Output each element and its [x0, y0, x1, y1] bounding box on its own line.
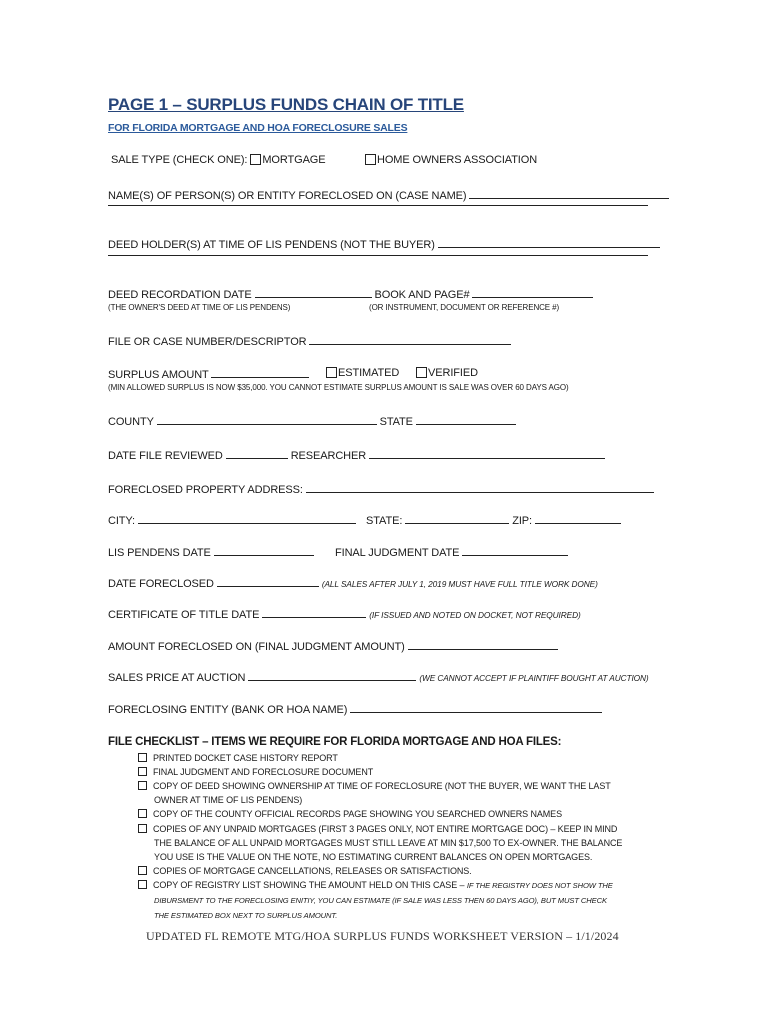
estimated-checkbox[interactable]: [326, 367, 337, 378]
county-label: COUNTY: [108, 416, 154, 428]
county-field[interactable]: [157, 414, 377, 425]
checklist-item: [138, 807, 663, 821]
property-address-row: [108, 482, 654, 496]
mortgage-option-label: MORTGAGE: [262, 154, 326, 166]
certificate-title-field[interactable]: [262, 607, 366, 618]
certificate-title-row: [108, 607, 581, 621]
hoa-option: [365, 154, 537, 166]
file-case-row: [108, 334, 511, 348]
verified-label: VERIFIED: [428, 367, 478, 379]
date-reviewed-row: [108, 448, 605, 462]
property-address-label: FORECLOSED PROPERTY ADDRESS:: [108, 484, 303, 496]
final-judgment-row: [335, 545, 568, 559]
checklist-item: [138, 751, 663, 765]
amount-foreclosed-row: [108, 639, 558, 653]
surplus-label: SURPLUS AMOUNT: [108, 369, 209, 381]
checklist-checkbox[interactable]: [138, 809, 147, 818]
deed-recordation-label: DEED RECORDATION DATE: [108, 289, 252, 301]
names-foreclosed-label: NAME(S) OF PERSON(S) OR ENTITY FORECLOSED ON (CASE NAME): [108, 190, 467, 202]
checklist-item-note: THE ESTIMATED BOX NEXT TO SURPLUS AMOUNT.: [154, 911, 338, 920]
zip-label: ZIP:: [512, 515, 532, 527]
state2-label: STATE:: [366, 515, 403, 527]
date-reviewed-label: DATE FILE REVIEWED: [108, 450, 223, 462]
zip-field[interactable]: [535, 513, 621, 524]
deed-recordation-sublabel: (THE OWNER'S DEED AT TIME OF LIS PENDENS): [108, 303, 291, 312]
sales-price-note: (WE CANNOT ACCEPT IF PLAINTIFF BOUGHT AT AUCTION): [419, 673, 649, 683]
amount-foreclosed-field[interactable]: [408, 639, 558, 650]
sale-type-row: [111, 154, 326, 166]
surplus-row: [108, 367, 309, 381]
footer-version: UPDATED FL REMOTE MTG/HOA SURPLUS FUNDS WORKSHEET VERSION – 1/1/2024: [146, 929, 619, 943]
final-judgment-field[interactable]: [462, 545, 568, 556]
verified-checkbox[interactable]: [416, 367, 427, 378]
checklist-item-text: COPY OF THE COUNTY OFFICIAL RECORDS PAGE SHOWING YOU SEARCHED OWNERS NAMES: [153, 809, 562, 819]
checklist-item-text: COPY OF DEED SHOWING OWNERSHIP AT TIME OF FORECLOSURE (NOT THE BUYER, WE WANT THE LAST: [153, 781, 611, 791]
amount-foreclosed-label: AMOUNT FORECLOSED ON (FINAL JUDGMENT AMOUNT): [108, 641, 405, 653]
estimated-option: [326, 367, 399, 379]
deed-holders-field-line2[interactable]: [108, 255, 648, 256]
state2-row: [366, 513, 621, 527]
checklist-checkbox[interactable]: [138, 753, 147, 762]
date-foreclosed-field[interactable]: [217, 576, 319, 587]
surplus-field[interactable]: [211, 367, 309, 378]
checklist-item-text: YOU USE IS THE VALUE ON THE NOTE, NO ESTIMATING CURRENT BALANCES ON OPEN MORTGAGES.: [154, 852, 593, 862]
checklist-item: [138, 878, 663, 923]
state2-field[interactable]: [405, 513, 509, 524]
certificate-title-note: (IF ISSUED AND NOTED ON DOCKET, NOT REQUIRED): [369, 610, 581, 620]
sale-type-label: SALE TYPE (CHECK ONE):: [111, 154, 248, 166]
page-subtitle: FOR FLORIDA MORTGAGE AND HOA FORECLOSURE SALES: [108, 122, 408, 134]
city-label: CITY:: [108, 515, 136, 527]
lis-pendens-row: [108, 545, 314, 559]
date-foreclosed-note: (ALL SALES AFTER JULY 1, 2019 MUST HAVE FULL TITLE WORK DONE): [321, 579, 598, 589]
file-case-label: FILE OR CASE NUMBER/DESCRIPTOR: [108, 336, 307, 348]
checklist-item: [138, 779, 663, 807]
checklist-item-text: COPIES OF ANY UNPAID MORTGAGES (FIRST 3 PAGES ONLY, NOT ENTIRE MORTGAGE DOC) – KEEP IN MIND: [153, 824, 618, 834]
city-field[interactable]: [138, 513, 356, 524]
checklist-item-note: DIBURSMENT TO THE FORECLOSING ENITIY, YOU CAN ESTIMATE (IF SALE WAS LESS THEN 60 DAYS AGO), BUT MUST CHECK: [154, 896, 607, 905]
deed-holders-field[interactable]: [438, 237, 660, 248]
checklist-item-text: THE BALANCE OF ALL UNPAID MORTGAGES MUST STILL LEAVE AT MIN $17,500 TO EX-OWNER. THE BALANCE: [154, 838, 623, 848]
checklist-item: [138, 864, 663, 878]
verified-option: [416, 367, 478, 379]
deed-holders-label: DEED HOLDER(S) AT TIME OF LIS PENDENS (NOT THE BUYER): [108, 239, 435, 251]
foreclosing-entity-row: [108, 702, 602, 716]
estimated-label: ESTIMATED: [338, 367, 400, 379]
date-foreclosed-row: [108, 576, 598, 590]
checklist-item-text: OWNER AT TIME OF LIS PENDENS): [154, 795, 303, 805]
county-row: [108, 414, 516, 428]
foreclosing-entity-label: FORECLOSING ENTITY (BANK OR HOA NAME): [108, 704, 348, 716]
checklist-item-text: COPY OF REGISTRY LIST SHOWING THE AMOUNT HELD ON THIS CASE –: [153, 880, 465, 890]
book-page-label: BOOK AND PAGE#: [374, 289, 470, 301]
names-foreclosed-row: [108, 188, 669, 202]
checklist-item-text: PRINTED DOCKET CASE HISTORY REPORT: [153, 753, 338, 763]
names-foreclosed-field[interactable]: [469, 188, 669, 199]
checklist-checkbox[interactable]: [138, 781, 147, 790]
sales-price-label: SALES PRICE AT AUCTION: [108, 672, 246, 684]
book-page-sublabel: (OR INSTRUMENT, DOCUMENT OR REFERENCE #): [369, 303, 560, 312]
mortgage-checkbox[interactable]: [250, 154, 261, 165]
file-case-field[interactable]: [309, 334, 511, 345]
checklist-heading: FILE CHECKLIST – ITEMS WE REQUIRE FOR FLORIDA MORTGAGE AND HOA FILES:: [108, 736, 562, 748]
hoa-checkbox[interactable]: [365, 154, 376, 165]
deed-holders-row: [108, 237, 660, 251]
names-foreclosed-field-line2[interactable]: [108, 205, 648, 206]
sales-price-row: [108, 670, 649, 684]
state-field[interactable]: [416, 414, 516, 425]
checklist-checkbox[interactable]: [138, 866, 147, 875]
book-page-field[interactable]: [472, 287, 593, 298]
date-reviewed-field[interactable]: [226, 448, 288, 459]
state-label: STATE: [379, 416, 413, 428]
foreclosing-entity-field[interactable]: [350, 702, 602, 713]
deed-recordation-field[interactable]: [255, 287, 372, 298]
property-address-field[interactable]: [306, 482, 654, 493]
date-foreclosed-label: DATE FORECLOSED: [108, 578, 214, 590]
checklist-item: [138, 765, 663, 779]
checklist-checkbox[interactable]: [138, 767, 147, 776]
deed-recordation-row: [108, 287, 593, 301]
checklist-item: [138, 822, 663, 864]
checklist-item-text: COPIES OF MORTGAGE CANCELLATIONS, RELEASES OR SATISFACTIONS.: [153, 866, 472, 876]
lis-pendens-label: LIS PENDENS DATE: [108, 547, 211, 559]
researcher-label: RESEARCHER: [290, 450, 367, 462]
checklist-item-note: IF THE REGISTRY DOES NOT SHOW THE: [466, 881, 613, 890]
city-row: [108, 513, 356, 527]
page-title: PAGE 1 – SURPLUS FUNDS CHAIN OF TITLE: [108, 95, 464, 114]
researcher-field[interactable]: [369, 448, 605, 459]
hoa-option-label: HOME OWNERS ASSOCIATION: [377, 154, 538, 166]
checklist-checkbox[interactable]: [138, 824, 147, 833]
final-judgment-label: FINAL JUDGMENT DATE: [335, 547, 460, 559]
checklist-checkbox[interactable]: [138, 880, 147, 889]
lis-pendens-field[interactable]: [214, 545, 314, 556]
sales-price-field[interactable]: [248, 670, 416, 681]
checklist-item-text: FINAL JUDGMENT AND FORECLOSURE DOCUMENT: [153, 767, 374, 777]
certificate-title-label: CERTIFICATE OF TITLE DATE: [108, 609, 260, 621]
surplus-note: (MIN ALLOWED SURPLUS IS NOW $35,000. YOU CANNOT ESTIMATE SURPLUS AMOUNT IS SALE WAS OVER 60 DAYS AGO): [108, 383, 569, 392]
